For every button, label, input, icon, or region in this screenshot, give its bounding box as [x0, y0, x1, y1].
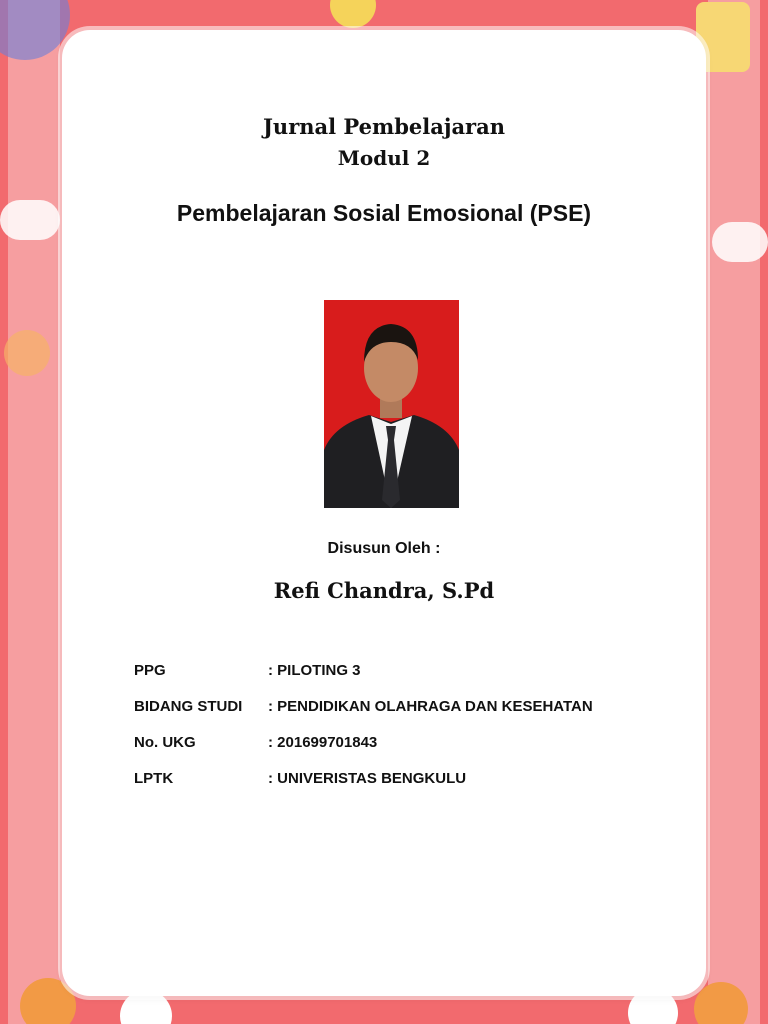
document-subtitle: Pembelajaran Sosial Emosional (PSE): [176, 200, 592, 226]
info-label: PPG: [134, 661, 166, 679]
portrait-photo-icon: [324, 300, 459, 508]
info-table: [134, 652, 593, 796]
background-stripe: [8, 0, 60, 1024]
author-name: Refi Chandra, S.Pd: [273, 578, 495, 603]
document-page: [62, 30, 706, 996]
info-value: : PILOTING 3: [268, 661, 361, 679]
info-row: [134, 724, 593, 760]
ball-icon: [330, 0, 376, 28]
info-value: : PENDIDIKAN OLAHRAGA DAN KESEHATAN: [268, 697, 593, 715]
background-stripe: [708, 0, 760, 1024]
cloud-decoration: [712, 222, 768, 262]
journal-title: Jurnal Pembelajaran: [262, 114, 505, 139]
info-label: BIDANG STUDI: [134, 697, 243, 715]
cloud-decoration: [0, 200, 60, 240]
info-row: [134, 688, 593, 724]
portrait-photo: [324, 300, 459, 508]
info-label: No. UKG: [134, 733, 196, 751]
composed-by-label: Disusun Oleh :: [327, 540, 441, 557]
module-title: Modul 2: [337, 146, 431, 170]
info-value: : UNIVERISTAS BENGKULU: [268, 769, 467, 787]
info-row: [134, 760, 593, 796]
ball-icon: [4, 330, 50, 376]
info-value: : 201699701843: [268, 733, 378, 751]
info-label: LPTK: [134, 769, 174, 787]
info-row: [134, 652, 593, 688]
